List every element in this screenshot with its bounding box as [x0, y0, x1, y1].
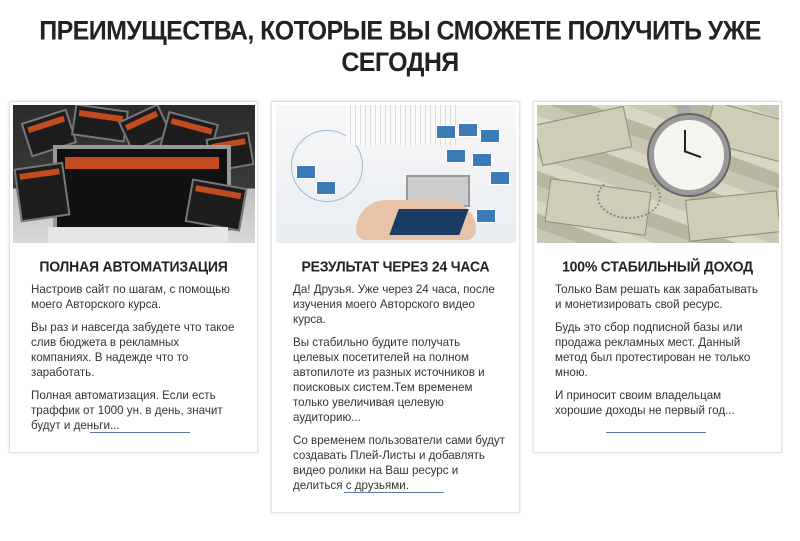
card-paragraph: И приносит своим владельцам хорошие доходы не первый год...	[555, 389, 735, 417]
card-paragraph: Только Вам решать как зарабатывать и монетизировать свой ресурс.	[555, 283, 758, 311]
card-text	[293, 282, 505, 501]
pocket-watch-icon	[649, 115, 729, 195]
card-paragraph: Полная автоматизация. Если есть траффик от 1000 ун. в день, значит будут и деньги...	[31, 389, 223, 432]
card-title: РЕЗУЛЬТАТ ЧЕРЕЗ 24 ЧАСА	[301, 257, 490, 275]
feature-card-result	[271, 101, 520, 513]
monitor-screens-image	[13, 105, 255, 243]
page-headline: ПРЕИМУЩЕСТВА, КОТОРЫЕ ВЫ СМОЖЕТЕ ПОЛУЧИТЬ УЖЕ СЕГОДНЯ	[39, 15, 761, 78]
feature-card-automation	[9, 101, 258, 453]
tablet-icon	[389, 209, 468, 235]
card-paragraph: Да! Друзья. Уже через 24 часа, после изучения моего Авторского видео курса.	[293, 283, 495, 326]
card-paragraph: Вы раз и навсегда забудете что такое слив бюджета в рекламных компаниях. В надежде что то заработать.	[31, 321, 235, 379]
tablet-network-image	[276, 105, 516, 243]
card-title: ПОЛНАЯ АВТОМАТИЗАЦИЯ	[39, 257, 228, 275]
feature-card-income	[533, 101, 782, 453]
card-title: 100% СТАБИЛЬНЫЙ ДОХОД	[562, 257, 753, 275]
card-divider	[344, 492, 444, 493]
card-paragraph: Настроив сайт по шагам, с помощью моего Авторского курса.	[31, 283, 230, 311]
card-paragraph: Будь это сбор подписной базы или продажа рекламных мест. Данный метод был протестирован не только мною.	[555, 321, 751, 379]
card-paragraph: Вы стабильно будите получать целевых посетителей на полном автопилоте из разных источников и поисковых систем.Тем временем только увеличивая целевую аудиторию...	[293, 336, 485, 424]
card-paragraph: Со временем пользователи сами будут создавать Плей-Листы и добавлять видео ролики на Ваш ресурс и делиться с друзьями.	[293, 434, 505, 492]
card-text	[555, 282, 767, 426]
card-text	[31, 282, 241, 441]
card-divider	[90, 432, 190, 433]
card-divider	[606, 432, 706, 433]
money-watch-image	[537, 105, 779, 243]
